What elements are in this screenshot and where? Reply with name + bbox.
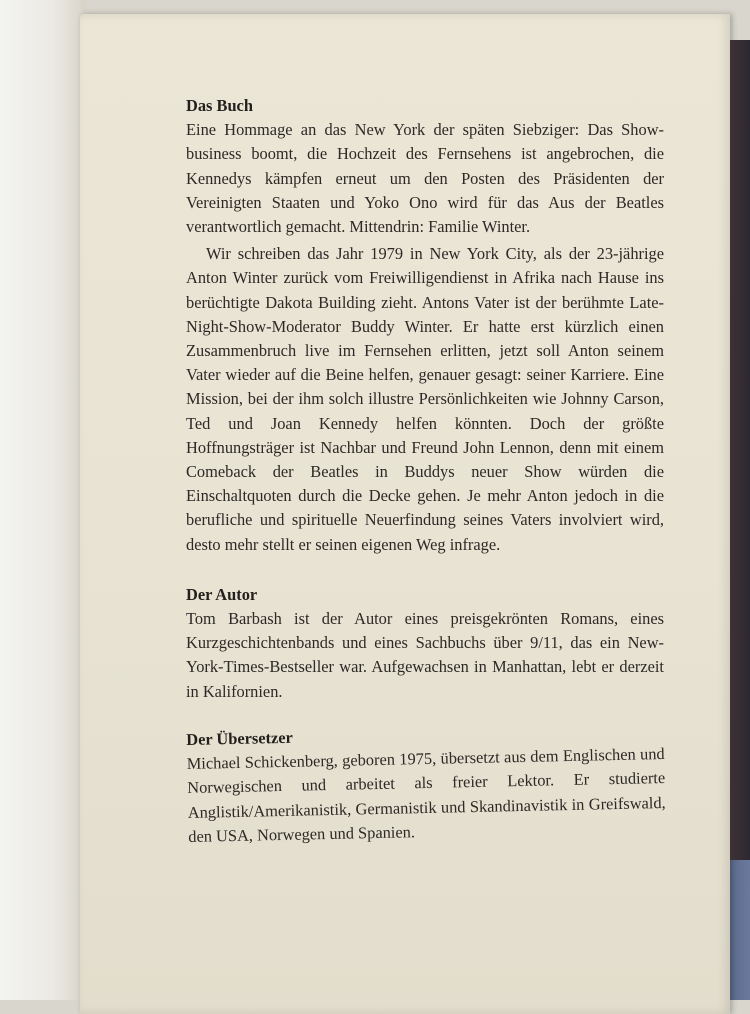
heading-der-uebersetzer: Der Übersetzer <box>186 727 294 749</box>
buch-paragraph-1: Eine Hommage an das New York der späten Siebziger: Das Showbusiness boomt, die Hochzeit des Fernsehens ist angebrochen, die Kennedys kämpfen erneut um den Posten des Präsidenten der Vereinigten Staaten und Yoko Ono wird für das Aus der Beatles verantwortlich gemacht. Mittendrin: Familie Winter. <box>186 120 664 237</box>
buch-paragraph-2: Wir schreiben das Jahr 1979 in New York City, als der 23-jährige Anton Winter zurück vom Freiwilligendienst in Afrika nach Hause ins berüchtigte Dakota Building zieht. Antons Vater ist der berühmte Late-Night-Show-Moderator Buddy Winter. Er hatte erst kürzlich einen Zusammenbruch live im Fernsehen erlitten, jetzt soll Anton seinem Vater wieder auf die Beine helfen, genauer gesagt: seiner Karriere. Eine Mission, bei der ihm solch illustre Persönlichkeiten wie Johnny Carson, Ted und Joan Kennedy helfen könnten. Doch der größte Hoffnungsträger ist Nachbar und Freund John Lennon, denn mit einem Comeback der Beatles in Buddys neuer Show würden die Einschaltquoten durch die Decke gehen. Je mehr Anton jedoch in die berufliche und spirituelle Neuerfindung seines Vaters involviert wird, desto mehr stellt er seinen eigenen Weg infrage. <box>186 244 664 554</box>
uebersetzer-paragraph: Michael Schickenberg, geboren 1975, übersetzt aus dem Englischen und Norwegischen und arbeitet als freier Lektor. Er studierte Anglistik/Amerikanistik, Germanistik und Skandinavistik in Greifswald, den USA, Norwegen und Spanien. <box>186 744 666 846</box>
section-das-buch <box>186 94 664 557</box>
page-text <box>186 94 664 849</box>
heading-das-buch: Das Buch <box>186 96 253 115</box>
heading-der-autor: Der Autor <box>186 584 258 604</box>
section-der-autor <box>186 583 664 704</box>
autor-paragraph: Tom Barbash ist der Autor eines preisgekrönten Romans, eines Kurzgeschichtenbands und eines Sachbuchs über 9/11, das ein New-York-Times-Bestseller war. Aufgewachsen in Manhattan, lebt er derzeit in Kalifornien. <box>186 609 664 701</box>
book-spine-background <box>0 0 86 1000</box>
section-der-uebersetzer <box>186 718 666 849</box>
